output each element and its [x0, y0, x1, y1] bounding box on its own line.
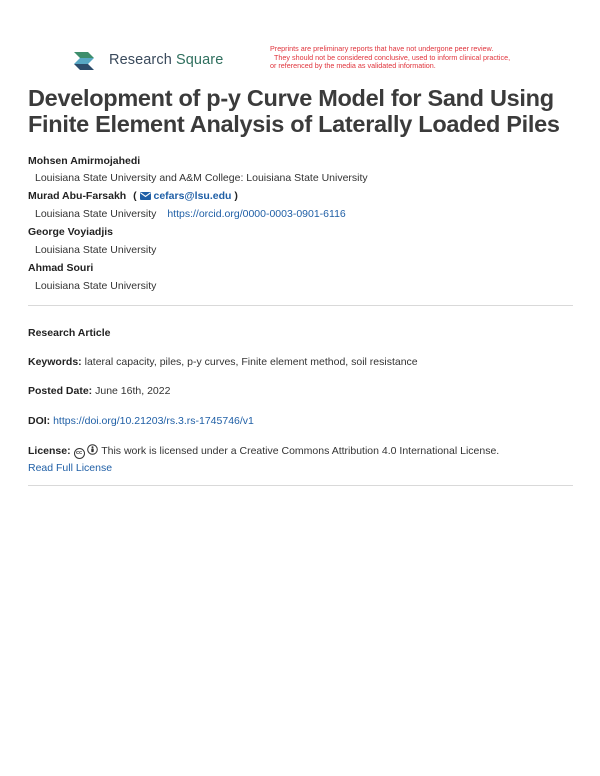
article-type: Research Article: [28, 327, 111, 339]
author-affiliation: Louisiana State University: [35, 208, 157, 220]
posted-date: [28, 385, 170, 397]
author-name: Ahmad Souri: [28, 262, 94, 274]
posted-date-value: June 16th, 2022: [95, 385, 171, 397]
author-name-with-email: [28, 190, 238, 202]
disclaimer-line: or referenced by the media as validated information.: [270, 61, 436, 71]
author-affiliation: Louisiana State University: [35, 244, 157, 256]
doi-link[interactable]: https://doi.org/10.21203/rs.3.rs-1745746/v1: [53, 415, 254, 427]
author-affiliation: Louisiana State University and A&M College: Louisiana State University: [35, 172, 368, 184]
by-person-icon[interactable]: [87, 444, 98, 455]
keywords: [28, 356, 418, 368]
preprint-disclaimer: [270, 45, 570, 71]
research-square-logo-icon: [74, 50, 102, 70]
disclaimer-line: They should not be considered conclusive, used to inform clinical practice,: [274, 52, 511, 62]
author-name: Mohsen Amirmojahedi: [28, 155, 141, 167]
read-full-license-link[interactable]: Read Full License: [28, 462, 113, 474]
divider: [28, 305, 573, 306]
cc-icon[interactable]: cc: [74, 448, 85, 459]
doi-label: DOI:: [28, 415, 51, 427]
posted-date-label: Posted Date:: [28, 385, 93, 397]
logo-wordmark: Research Square: [109, 52, 224, 68]
keywords-value: lateral capacity, piles, p-y curves, Finite element method, soil resistance: [84, 356, 418, 368]
title-line: Finite Element Analysis of Laterally Loaded Piles: [28, 111, 560, 137]
disclaimer-line: Preprints are preliminary reports that have not undergone peer review.: [270, 44, 494, 53]
author-affiliation-row: [35, 208, 346, 220]
doi: [28, 415, 254, 427]
author-name: George Voyiadjis: [28, 226, 113, 238]
envelope-icon: [140, 192, 151, 200]
email-link[interactable]: cefars@lsu.edu: [140, 190, 235, 202]
email-paren-open: (: [133, 190, 137, 202]
keywords-label: Keywords:: [28, 356, 82, 368]
license-text: This work is licensed under a Creative Commons Attribution 4.0 International License.: [101, 445, 500, 457]
author-name: Murad Abu-Farsakh: [28, 190, 127, 202]
title-line: Development of p-y Curve Model for Sand Using: [28, 85, 554, 111]
paper-title: [28, 85, 573, 137]
license: [28, 444, 499, 459]
research-square-logo[interactable]: [74, 49, 223, 71]
divider: [28, 485, 573, 486]
email-paren-close: ): [234, 190, 238, 202]
author-affiliation: Louisiana State University: [35, 280, 157, 292]
orcid-link[interactable]: https://orcid.org/0000-0003-0901-6116: [167, 208, 346, 220]
license-label: License:: [28, 445, 71, 457]
read-full-license-row: [28, 462, 112, 474]
